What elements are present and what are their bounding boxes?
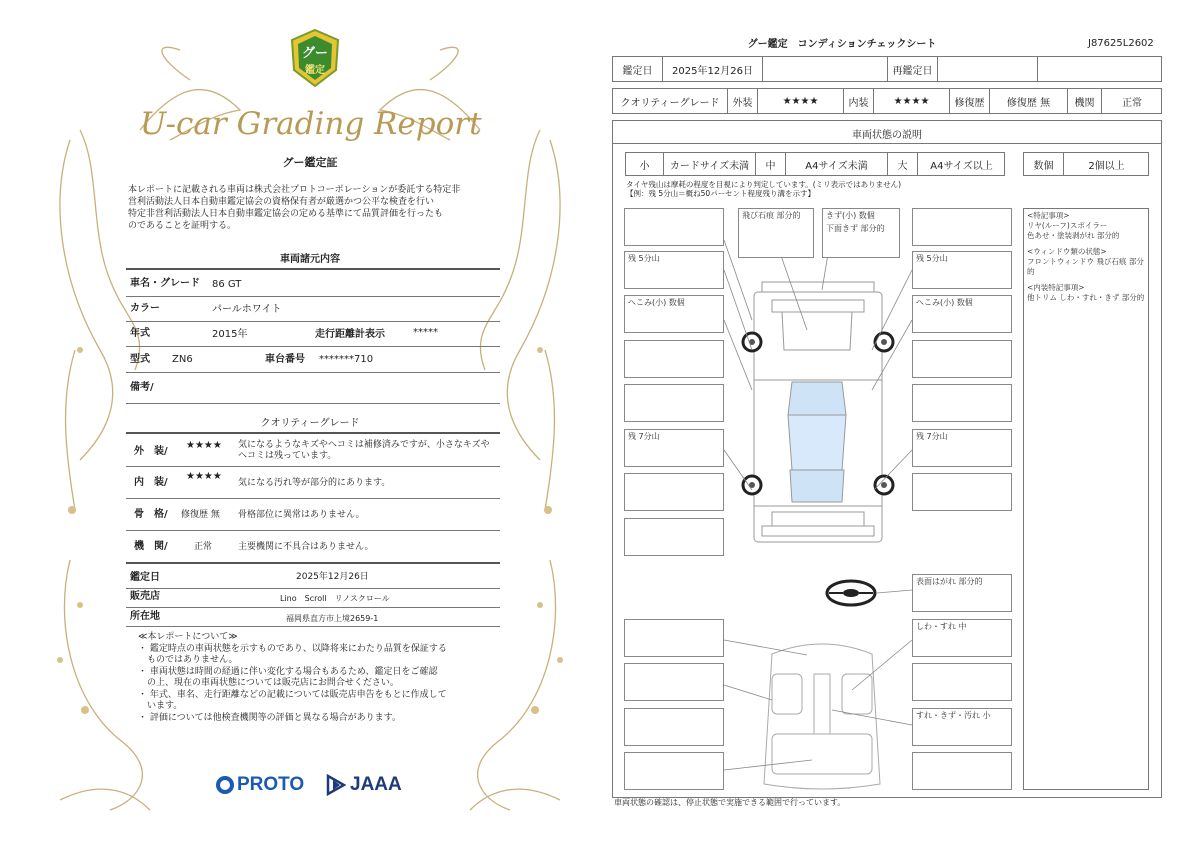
repair-value: 修復歴 無 bbox=[990, 89, 1068, 113]
year-value: 2015年 bbox=[212, 329, 248, 340]
repair-label: 修復歴 bbox=[950, 89, 990, 113]
scratch-box bbox=[822, 208, 900, 258]
spec-title: 車両諸元内容 bbox=[280, 254, 340, 265]
sheet-title: グー鑑定 コンディションチェックシート bbox=[747, 39, 937, 50]
exterior-note bbox=[238, 440, 490, 462]
divider bbox=[126, 432, 500, 434]
notice-line: ものではありません。 bbox=[138, 655, 238, 665]
window-title: <ウィンドウ類の状態> bbox=[1027, 247, 1107, 256]
condition-title: 車両状態の説明 bbox=[852, 130, 922, 141]
window-text: フロントウィンドウ 飛び石痕 部分的 bbox=[1027, 257, 1144, 276]
color-value: パールホワイト bbox=[212, 304, 282, 315]
engine-value: 正常 bbox=[1122, 97, 1142, 109]
damage-box bbox=[624, 208, 724, 246]
engine-value: 正常 bbox=[194, 542, 213, 552]
damage-box bbox=[624, 708, 724, 746]
ext-stars: ★★★★ bbox=[758, 89, 844, 113]
proto-mark-icon bbox=[216, 776, 234, 794]
divider bbox=[126, 346, 500, 347]
divider bbox=[126, 403, 500, 404]
exterior-note-line: ヘコミは残っています。 bbox=[238, 451, 337, 461]
cert-line: 特定非営利活動法人日本自動車鑑定協会の定める基準にて品質評価を行ったも bbox=[128, 209, 444, 219]
interior-text: 他トリム しわ・すれ・きず 部分的 bbox=[1027, 293, 1145, 302]
jaaa-logo bbox=[326, 772, 402, 798]
notice-line: ・ 車両状態は時間の経過に伴い変化する場合もあるため、鑑定日をご確認 bbox=[138, 666, 438, 677]
address-value: 福岡県直方市上境2659-1 bbox=[286, 614, 379, 623]
car-name-value: 86 GT bbox=[212, 279, 242, 290]
chassis-label: 車台番号 bbox=[265, 354, 305, 365]
damage-box bbox=[912, 208, 1012, 246]
divider bbox=[126, 466, 500, 467]
engine-note: 主要機関に不具合はありません。 bbox=[238, 542, 374, 552]
divider bbox=[126, 372, 500, 373]
reappraisal-label: 再鑑定日 bbox=[888, 57, 938, 81]
damage-box bbox=[624, 473, 724, 511]
notice-line: ・ 鑑定時点の車両状態を示すものであり、以降将来にわたり品質を保証する bbox=[138, 643, 447, 654]
tire-rr-box: 残 7分山 bbox=[912, 429, 1012, 467]
interior-label: 内 装/ bbox=[134, 477, 168, 488]
damage-box bbox=[624, 340, 724, 378]
interior-stars: ★★★★ bbox=[186, 471, 222, 482]
damage-box bbox=[912, 473, 1012, 511]
size-large: 大 bbox=[888, 153, 918, 175]
badge-bottom-text: 鑑定 bbox=[305, 65, 325, 76]
cert-title: グー鑑定証 bbox=[282, 156, 338, 169]
interior-title: <内装特記事項> bbox=[1027, 283, 1085, 292]
divider bbox=[126, 588, 500, 589]
divider bbox=[126, 530, 500, 531]
special-text: リヤ(ルーフ)スポイラー bbox=[1027, 221, 1108, 230]
year-label: 年式 bbox=[130, 328, 150, 339]
quality-title: クオリティーグレード bbox=[260, 418, 360, 429]
damage-box bbox=[624, 752, 724, 790]
model-value: ZN6 bbox=[172, 354, 193, 365]
divider bbox=[126, 321, 500, 322]
ext-label: 外装 bbox=[728, 89, 758, 113]
tire-fr-box: 残 5分山 bbox=[912, 251, 1012, 289]
notice-line: います。 bbox=[138, 701, 183, 711]
damage-box bbox=[912, 340, 1012, 378]
int-label: 内装 bbox=[844, 89, 874, 113]
damage-box bbox=[624, 384, 724, 422]
tire-rl-box: 残 7分山 bbox=[624, 429, 724, 467]
divider bbox=[126, 268, 500, 270]
steering-box: 表面はがれ 部分的 bbox=[912, 574, 1012, 612]
frame-value: 修復歴 無 bbox=[181, 510, 220, 520]
interior-wear-box: すれ・きず・汚れ 小 bbox=[912, 708, 1012, 746]
damage-box bbox=[624, 663, 724, 701]
damage-box bbox=[624, 518, 724, 556]
divider bbox=[126, 296, 500, 297]
address-label: 所在地 bbox=[130, 611, 160, 622]
notice-line: ・ 評価については他検査機関等の評価と異なる場合があります。 bbox=[138, 712, 401, 723]
mileage-label: 走行距離計表示 bbox=[315, 329, 385, 340]
appraisal-date-value: 2025年12月26日 bbox=[663, 57, 763, 81]
exterior-note-line: 気になるようなキズやヘコミは補修済みですが、小さなキズや bbox=[238, 440, 490, 450]
size-small-desc: カードサイズ未満 bbox=[664, 153, 756, 175]
scratch-line: きず(小) 数個 bbox=[826, 211, 875, 220]
engine-label: 機 関/ bbox=[134, 541, 168, 552]
int-stars: ★★★★ bbox=[874, 89, 950, 113]
qg-label: クオリティーグレード bbox=[613, 89, 728, 113]
cert-line: 営利活動法人日本自動車鑑定協会の資格保有者が厳選かつ公平な検査を行い bbox=[128, 197, 435, 207]
size-large-desc: A4サイズ以上 bbox=[930, 160, 993, 172]
car-name-label: 車名・グレード bbox=[130, 278, 200, 289]
frame-note: 骨格部位に異常はありません。 bbox=[238, 510, 365, 520]
appraisal-date-label: 鑑定日 bbox=[613, 57, 663, 81]
divider bbox=[126, 498, 500, 499]
special-notes-panel bbox=[1023, 208, 1149, 790]
damage-box bbox=[912, 752, 1012, 790]
divider bbox=[126, 607, 500, 608]
shop-value: Lino Scroll リノスクロール bbox=[280, 594, 390, 603]
engine-label: 機関 bbox=[1068, 89, 1102, 113]
dent-left-box: へこみ(小) 数個 bbox=[624, 295, 724, 333]
jaaa-mark-icon bbox=[326, 774, 346, 796]
goo-badge bbox=[288, 28, 342, 90]
jaaa-text: JAAA bbox=[350, 774, 402, 795]
cert-text bbox=[128, 184, 508, 232]
date-value: 2025年12月26日 bbox=[296, 572, 369, 582]
tire-fl-box: 残 5分山 bbox=[624, 251, 724, 289]
count-label: 数個 bbox=[1024, 153, 1064, 175]
notice-line: の上、現在の車両状態については販売店にお問合せください。 bbox=[138, 678, 399, 688]
condition-sheet bbox=[612, 30, 1164, 820]
damage-box bbox=[624, 619, 724, 657]
mileage-value: ***** bbox=[413, 327, 438, 338]
proto-logo bbox=[216, 772, 304, 798]
dent-right-box: へこみ(小) 数個 bbox=[912, 295, 1012, 333]
count-desc: 2個以上 bbox=[1088, 160, 1125, 172]
footer-note: 車両状態の確認は、停止状態で実施できる範囲で行っています。 bbox=[614, 798, 846, 807]
size-mid: 中 bbox=[756, 153, 786, 175]
tire-note-line: タイヤ残山は摩耗の程度を目視により判定しています。(ミリ表示ではありません) bbox=[626, 180, 902, 189]
special-text: 色あせ・塗装剥がれ 部分的 bbox=[1027, 231, 1120, 240]
notice-block bbox=[138, 632, 518, 724]
date-label: 鑑定日 bbox=[130, 572, 160, 583]
badge-top-text: グー bbox=[301, 46, 328, 61]
notice-line: ・ 年式、車名、走行距離などの記載については販売店申告をもとに作成して bbox=[138, 689, 447, 700]
damage-box bbox=[912, 384, 1012, 422]
notice-title: ≪本レポートについて≫ bbox=[138, 632, 238, 642]
model-label: 型式 bbox=[130, 354, 150, 365]
cert-line: 本レポートに記載される車両は株式会社プロトコーポレーションが委託する特定非 bbox=[128, 185, 461, 195]
chip-box: 飛び石痕 部分的 bbox=[738, 208, 814, 258]
special-title: <特記事項> bbox=[1027, 211, 1070, 220]
divider bbox=[126, 626, 500, 627]
damage-box bbox=[912, 663, 1012, 701]
color-label: カラー bbox=[130, 303, 160, 314]
chassis-value: *******710 bbox=[319, 354, 374, 365]
exterior-label: 外 装/ bbox=[134, 446, 168, 457]
divider bbox=[126, 562, 500, 564]
tire-note-line: 【例：残 5分山＝概ね50パーセント程度残り溝を示す】 bbox=[626, 189, 816, 198]
seat-box: しわ・すれ 中 bbox=[912, 619, 1012, 657]
interior-note: 気になる汚れ等が部分的にあります。 bbox=[238, 478, 391, 488]
size-mid-desc: A4サイズ未満 bbox=[786, 153, 888, 175]
report-title: U-car Grading Report bbox=[140, 106, 482, 142]
size-small: 小 bbox=[626, 153, 664, 175]
shop-label: 販売店 bbox=[130, 591, 160, 602]
scratch-line: 下面きず 部分的 bbox=[826, 224, 885, 233]
sheet-id: J87625L2602 bbox=[1088, 38, 1154, 49]
frame-label: 骨 格/ bbox=[134, 509, 168, 520]
proto-text: PROTO bbox=[237, 774, 305, 795]
remarks-label: 備考/ bbox=[130, 382, 154, 393]
exterior-stars: ★★★★ bbox=[186, 440, 222, 451]
cert-line: のであることを証明する。 bbox=[128, 221, 237, 231]
certificate-page bbox=[40, 20, 580, 828]
